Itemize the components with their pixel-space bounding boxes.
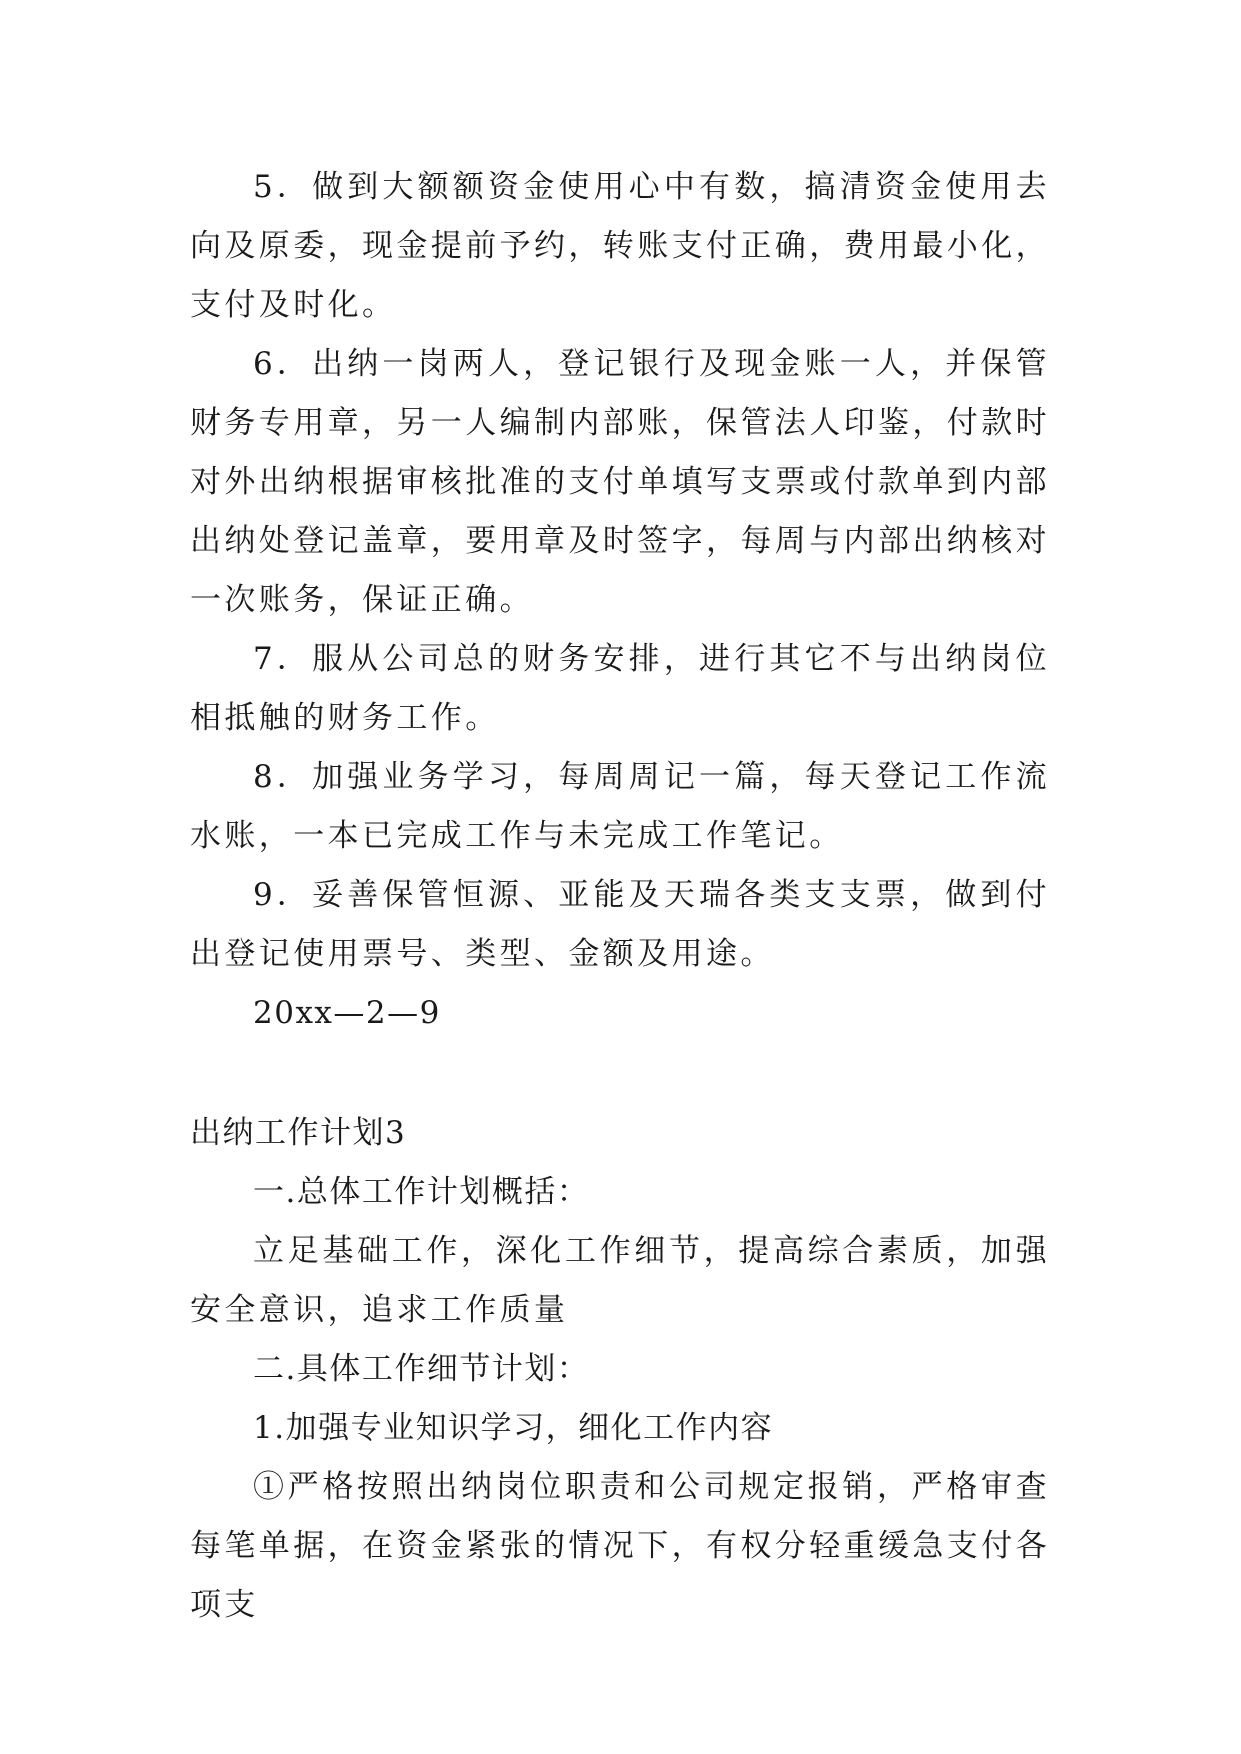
paragraph-item-8: 8．加强业务学习，每周周记一篇，每天登记工作流水账，一本已完成工作与未完成工作笔记。 (190, 759, 1050, 854)
overall-plan-text: 立足基础工作，深化工作细节，提高综合素质，加强安全意识，追求工作质量 (190, 1233, 1050, 1328)
section-title: 出纳工作计划3 (190, 1115, 407, 1151)
detail-item-1-heading: 1.加强专业知识学习，细化工作内容 (253, 1410, 774, 1446)
section-spacer (190, 1043, 1050, 1104)
overall-plan-heading: 一.总体工作计划概括： (253, 1174, 590, 1210)
detail-item-1-text: ①严格按照出纳岗位职责和公司规定报销，严格审查每笔单据，在资金紧张的情况下，有权分轻重缓急支付各项支 (190, 1469, 1050, 1623)
paragraph-item-7: 7．服从公司总的财务安排，进行其它不与出纳岗位相抵触的财务工作。 (190, 641, 1050, 736)
document-body (190, 158, 1050, 1635)
paragraph-item-9: 9．妥善保管恒源、亚能及天瑞各类支支票，做到付出登记使用票号、类型、金额及用途。 (190, 877, 1050, 972)
detail-plan-heading: 二.具体工作细节计划： (253, 1351, 590, 1387)
date-line: 20xx—2—9 (253, 995, 441, 1031)
paragraph-item-6: 6．出纳一岗两人，登记银行及现金账一人，并保管财务专用章，另一人编制内部账，保管法人印鉴，付款时对外出纳根据审核批准的支付单填写支票或付款单到内部出纳处登记盖章，要用章及时签字，每周与内部出纳核对一次账务，保证正确。 (190, 346, 1050, 618)
paragraph-item-5: 5．做到大额额资金使用心中有数，搞清资金使用去向及原委，现金提前予约，转账支付正确，费用最小化，支付及时化。 (190, 169, 1050, 323)
